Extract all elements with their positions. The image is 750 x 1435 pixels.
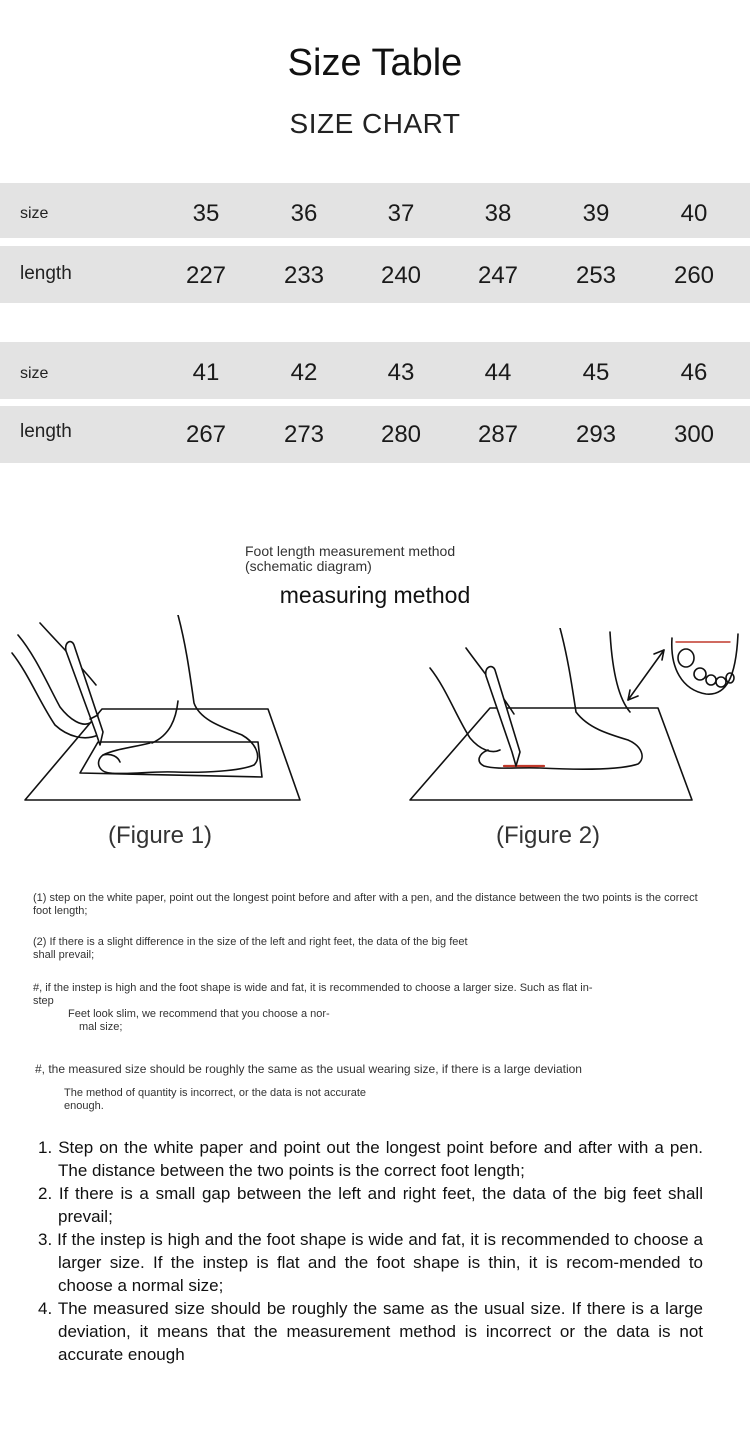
- page-subtitle: SIZE CHART: [289, 108, 461, 139]
- length-cell: 267: [185, 421, 227, 448]
- figure-1-illustration: [0, 615, 320, 810]
- instruction-item: 2. If there is a small gap between the left and right feet, the data of the big feet shall prevail;: [38, 1184, 703, 1226]
- size-cell: 41: [192, 359, 220, 386]
- size-row-1: [0, 183, 750, 238]
- note-3: [33, 982, 713, 1034]
- figure-1-caption: (Figure 1): [108, 822, 213, 849]
- size-row-label: size: [20, 365, 49, 382]
- size-cell: 35: [192, 200, 220, 227]
- note-line: (2) If there is a slight difference in the size of the left and right feet, the data of the big feet: [33, 936, 468, 948]
- length-cell: 253: [575, 262, 617, 289]
- length-cell: 227: [185, 262, 227, 289]
- length-row-2: [0, 406, 750, 463]
- length-cell: 300: [673, 421, 715, 448]
- length-cell: 260: [673, 262, 715, 289]
- size-cell: 39: [582, 200, 610, 227]
- note-line: enough.: [64, 1100, 104, 1112]
- note-1: (1) step on the white paper, point out the longest point before and after with a pen, and the distance between the two points is the correct foot length;: [33, 892, 698, 917]
- note-line: mal size;: [79, 1021, 123, 1033]
- size-cell: 42: [290, 359, 318, 386]
- instructions-list: [38, 1136, 703, 1366]
- method-title: measuring method: [279, 582, 471, 608]
- length-row-label: length: [20, 421, 72, 442]
- method-caption-line: (schematic diagram): [245, 558, 372, 574]
- note-line: step: [33, 995, 54, 1007]
- length-cell: 247: [477, 262, 519, 289]
- size-cell: 38: [484, 200, 512, 227]
- size-row-label: size: [20, 205, 49, 222]
- note-4: [35, 1063, 715, 1076]
- length-cell: 240: [380, 262, 422, 289]
- note-line: shall prevail;: [33, 949, 95, 961]
- figure-2-caption: (Figure 2): [496, 822, 601, 849]
- size-cell: 44: [484, 359, 512, 386]
- size-cell: 43: [387, 359, 415, 386]
- note-2: [33, 936, 633, 962]
- note-line: #, the measured size should be roughly the same as the usual wearing size, if there is a large deviation: [35, 1062, 582, 1076]
- note-line: #, if the instep is high and the foot shape is wide and fat, it is recommended to choose a larger size. Such as flat in-: [33, 982, 593, 994]
- figure-2-illustration: [400, 628, 750, 808]
- length-cell: 273: [283, 421, 325, 448]
- instruction-item: 1. Step on the white paper and point out the longest point before and after with a pen. The distance between the two points is the correct foot length;: [38, 1138, 703, 1180]
- size-cell: 46: [680, 359, 708, 386]
- note-line: Feet look slim, we recommend that you choose a nor-: [68, 1008, 330, 1020]
- note-4-continued: [64, 1087, 564, 1113]
- page-title: Size Table: [287, 42, 463, 84]
- instruction-item: 3. If the instep is high and the foot shape is wide and fat, it is recommended to choose a larger size. If the instep is flat and the foot shape is thin, it is recom-mended to choose a normal size;: [38, 1230, 703, 1295]
- length-cell: 233: [283, 262, 325, 289]
- length-cell: 280: [380, 421, 422, 448]
- size-cell: 40: [680, 200, 708, 227]
- length-row-label: length: [20, 263, 72, 284]
- note-line: The method of quantity is incorrect, or the data is not accurate: [64, 1087, 367, 1099]
- instruction-item: 4. The measured size should be roughly the same as the usual size. If there is a large deviation, it means that the measurement method is incorrect or the data is not accurate enough: [38, 1299, 703, 1364]
- length-cell: 293: [575, 421, 617, 448]
- size-row-2: [0, 342, 750, 399]
- length-row-1: [0, 246, 750, 303]
- length-cell: 287: [477, 421, 519, 448]
- size-cell: 37: [387, 200, 415, 227]
- size-cell: 45: [582, 359, 610, 386]
- method-caption-line: Foot length measurement method: [245, 543, 456, 559]
- method-caption: [245, 544, 455, 574]
- size-cell: 36: [290, 200, 318, 227]
